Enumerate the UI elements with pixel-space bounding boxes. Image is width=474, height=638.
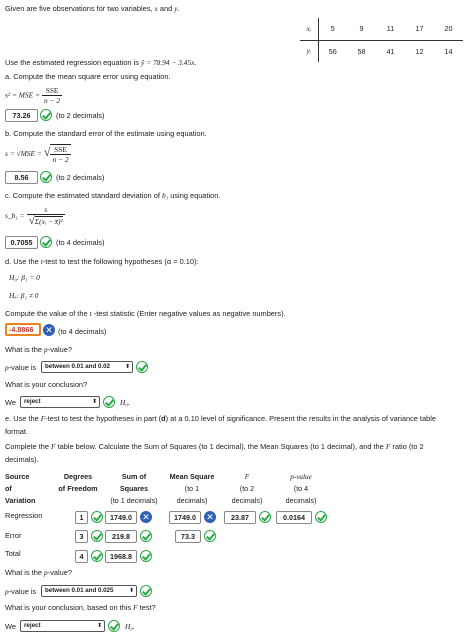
correct-check-icon <box>140 530 152 542</box>
header-source: Source of Variation <box>5 472 36 505</box>
dropdown-arrow-icon: ⬍ <box>124 364 130 370</box>
regression-df-input[interactable]: 1 <box>75 511 88 524</box>
x-header: xᵢ <box>300 18 318 40</box>
part-b-formula: s = √MSE = √ $\frac{\text{SSE}}{n - 2}$ <box>5 144 69 164</box>
part-a-label: a. Compute the mean square error using equation. <box>5 72 171 81</box>
standard-error-answer[interactable]: 8.56 <box>5 171 38 184</box>
regression-f-input[interactable]: 23.87 <box>224 511 256 524</box>
part-c-formula: s_b₁ = $\frac{s}{\text{√Σ(xᵢ − x̄)²}}$ <box>5 205 63 227</box>
header-df: Degrees of Freedom <box>58 472 98 493</box>
row-source-error: Error <box>5 531 22 540</box>
row-source-total: Total <box>5 549 21 558</box>
y-value: 41 <box>386 46 395 56</box>
y-header: yᵢ <box>300 40 318 62</box>
error-ms-input[interactable]: 73.3 <box>175 530 201 543</box>
t-stat-hint: (to 4 decimals) <box>58 327 107 336</box>
decision-select[interactable]: reject ⬍ <box>20 396 100 408</box>
dropdown-arrow-icon: ⬍ <box>91 399 97 405</box>
incorrect-x-icon: ✕ <box>204 511 216 523</box>
pvalue-label: p-value is <box>5 363 37 372</box>
h0-label: H₀. <box>120 398 130 407</box>
dropdown-arrow-icon: ⬍ <box>96 623 102 629</box>
correct-check-icon <box>103 396 115 408</box>
correct-check-icon <box>108 620 120 632</box>
y-value: 12 <box>415 46 424 56</box>
dropdown-arrow-icon: ⬍ <box>128 588 134 594</box>
part-b-label: b. Compute the standard error of the estimate using equation. <box>5 129 207 138</box>
f-we-label: We <box>5 622 16 631</box>
regression-ss-input[interactable]: 1749.0 <box>105 511 137 524</box>
header-ms: Mean Square (to 1 decimals) <box>169 472 215 505</box>
f-pvalue-question: What is the p-value? <box>5 568 72 577</box>
correct-check-icon <box>91 550 103 562</box>
x-value: 17 <box>405 18 434 40</box>
header-f: F (to 2 decimals) <box>231 473 263 505</box>
part-e-line3: Complete the F table below. Calculate the Sum of Squares (to 1 decimal), the Mean Squares (to 1 decimal), and the F ratio (to 2 <box>5 442 424 451</box>
part-a-formula: s² = MSE = $\frac{\text{SSE}}{n - 2}$ <box>5 86 61 105</box>
correct-check-icon <box>40 109 52 121</box>
observations-table <box>300 18 463 62</box>
f-pvalue-select[interactable]: between 0.01 and 0.025 ⬍ <box>41 585 137 597</box>
correct-check-icon <box>140 550 152 562</box>
x-value: 9 <box>347 18 376 40</box>
correct-check-icon <box>315 511 327 523</box>
y-value: 14 <box>444 46 453 56</box>
x-value: 11 <box>376 18 405 40</box>
incorrect-x-icon: ✕ <box>43 324 55 336</box>
regression-equation: Use the estimated regression equation is ŷ = 78.94 − 3.45x. <box>5 58 197 67</box>
null-hypothesis: H₀: β₁ = 0 <box>9 273 40 282</box>
part-e-line1: e. Use the F-test to test the hypotheses in part (d) at a 0.10 level of significance. Present the results in the analysis of variance table <box>5 414 436 423</box>
mse-hint: (to 2 decimals) <box>56 111 105 120</box>
f-pvalue-label: p-value is <box>5 587 37 596</box>
x-value: 20 <box>434 18 463 40</box>
correct-check-icon <box>91 511 103 523</box>
alternative-hypothesis: Hₐ: β₁ ≠ 0 <box>9 291 39 300</box>
we-label: We <box>5 398 16 407</box>
part-d-label: d. Use the t-test to test the following hypotheses (α = 0.10): <box>5 257 199 266</box>
header-pvalue: p-value (to 4 decimals) <box>285 473 317 505</box>
total-ss-input[interactable]: 1968.8 <box>105 550 137 563</box>
pvalue-select[interactable]: between 0.01 and 0.02 ⬍ <box>41 361 133 373</box>
sb1-hint: (to 4 decimals) <box>56 238 105 247</box>
part-e-line4: decimals). <box>5 455 39 464</box>
correct-check-icon <box>140 585 152 597</box>
y-value: 58 <box>357 46 366 56</box>
regression-pvalue-input[interactable]: 0.0164 <box>276 511 312 524</box>
intro-text: Given are five observations for two variables, x and y. <box>5 4 180 13</box>
pvalue-question: What is the p-value? <box>5 345 72 354</box>
part-e-line2: format. <box>5 427 28 436</box>
correct-check-icon <box>204 530 216 542</box>
error-df-input[interactable]: 3 <box>75 530 88 543</box>
sb1-answer[interactable]: 0.7055 <box>5 236 38 249</box>
correct-check-icon <box>136 361 148 373</box>
part-c-label: c. Compute the estimated standard deviation of b₁ using equation. <box>5 191 221 200</box>
header-ss: Sum of Squares (to 1 decimals) <box>110 472 158 505</box>
incorrect-x-icon: ✕ <box>140 511 152 523</box>
mse-answer[interactable]: 73.26 <box>5 109 38 122</box>
t-stat-prompt: Compute the value of the t -test statistic (Enter negative values as negative numbers). <box>5 309 286 318</box>
correct-check-icon <box>259 511 271 523</box>
correct-check-icon <box>40 236 52 248</box>
regression-ms-input[interactable]: 1749.0 <box>169 511 201 524</box>
x-value: 5 <box>318 18 347 40</box>
t-stat-answer[interactable]: -4.8866 <box>5 323 41 336</box>
f-h0-label: H₀. <box>125 622 135 631</box>
row-source-regression: Regression <box>5 511 43 520</box>
error-ss-input[interactable]: 219.8 <box>105 530 137 543</box>
conclusion-question: What is your conclusion? <box>5 380 88 389</box>
f-decision-select[interactable]: reject ⬍ <box>20 620 105 632</box>
correct-check-icon <box>40 171 52 183</box>
total-df-input[interactable]: 4 <box>75 550 88 563</box>
standard-error-hint: (to 2 decimals) <box>56 173 105 182</box>
f-conclusion-question: What is your conclusion, based on this F test? <box>5 603 156 612</box>
correct-check-icon <box>91 530 103 542</box>
y-value: 56 <box>328 46 337 56</box>
